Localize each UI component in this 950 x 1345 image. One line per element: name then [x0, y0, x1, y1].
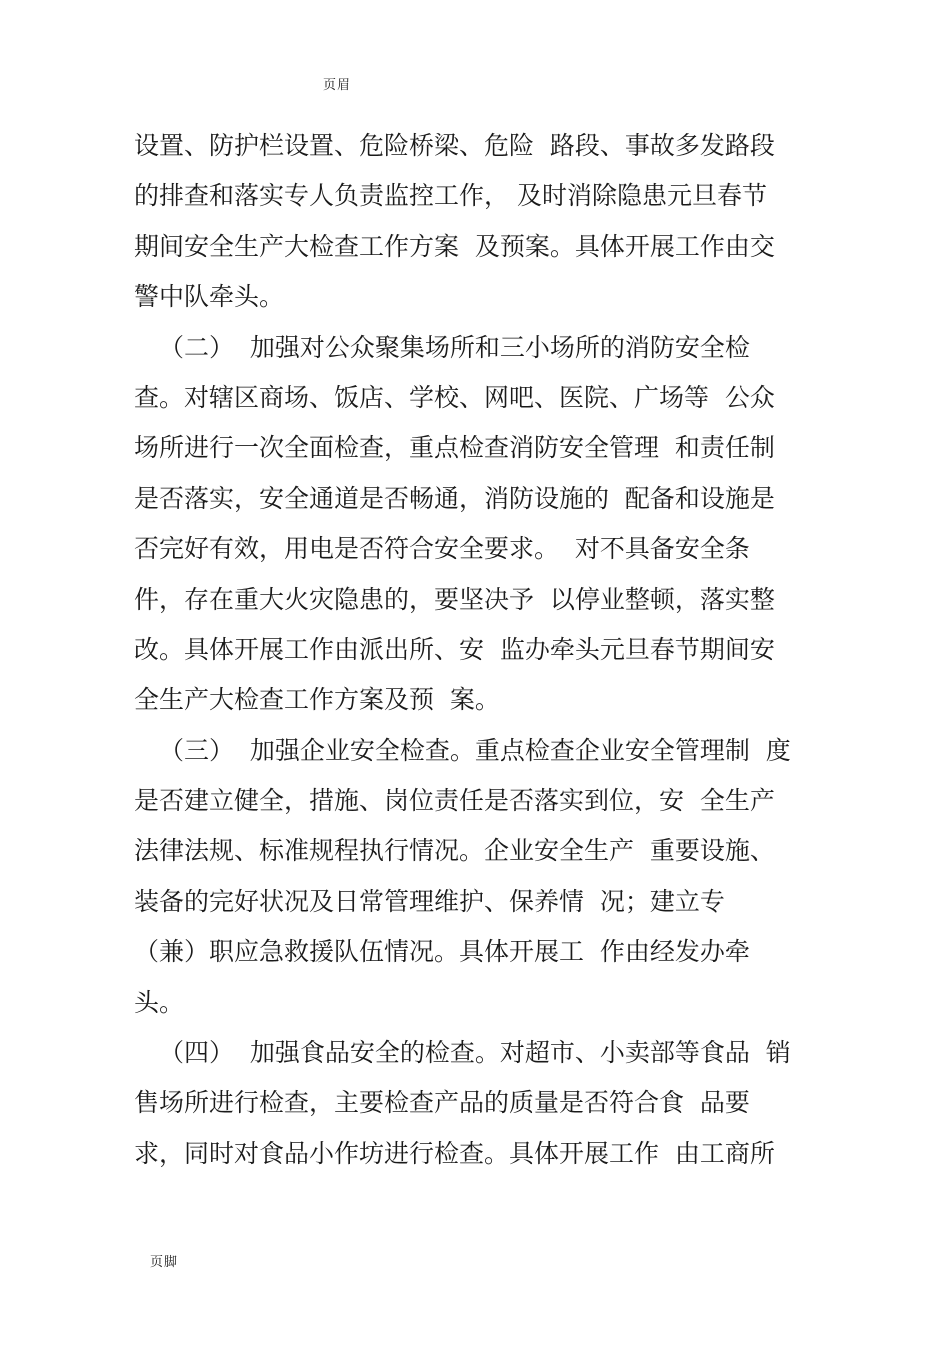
- text-line: 否完好有效，用电是否符合安全要求。 对不具备安全条: [134, 534, 750, 564]
- text-line: 是否落实，安全通道是否畅通，消防设施的 配备和设施是: [134, 483, 775, 513]
- text-line: 场所进行一次全面检查，重点检查消防安全管理 和责任制: [134, 433, 775, 463]
- text-line: 件，存在重大火灾隐患的，要坚决予 以停业整顿，落实整: [134, 584, 775, 614]
- text-line: 法律法规、标准规程执行情况。企业安全生产 重要设施、: [134, 836, 775, 866]
- text-line: 头。: [134, 987, 185, 1017]
- text-line: 全生产大检查工作方案及预 案。: [134, 685, 500, 715]
- section-heading-line: （二） 加强对公众聚集场所和三小场所的消防安全检: [159, 332, 750, 362]
- section-heading-line: （三） 加强企业安全检查。重点检查企业安全管理制 度: [159, 735, 791, 765]
- section-heading-line: （四） 加强食品安全的检查。对超市、小卖部等食品 销: [159, 1038, 791, 1068]
- text-line: 的排查和落实专人负责监控工作， 及时消除隐患元旦春节: [134, 181, 767, 211]
- text-line: 改。具体开展工作由派出所、安 监办牵头元旦春节期间安: [134, 634, 775, 664]
- text-line: 查。对辖区商场、饭店、学校、网吧、医院、广场等 公众: [134, 382, 775, 412]
- text-line: 警中队牵头。: [134, 282, 285, 312]
- text-line: 设置、防护栏设置、危险桥梁、危险 路段、事故多发路段: [134, 131, 775, 160]
- page-header: 页眉: [323, 78, 352, 93]
- text-line: 期间安全生产大检查工作方案 及预案。具体开展工作由交: [134, 231, 775, 261]
- text-line: 售场所进行检查，主要检查产品的质量是否符合食 品要: [134, 1088, 750, 1118]
- text-line: （兼）职应急救援队伍情况。具体开展工 作由经发办牵: [134, 937, 750, 967]
- page-footer: 页脚: [150, 1255, 179, 1270]
- text-line: 装备的完好状况及日常管理维护、保养情 况；建立专: [134, 886, 725, 916]
- text-line: 是否建立健全，措施、岗位责任是否落实到位，安 全生产: [134, 786, 775, 816]
- text-line: 求，同时对食品小作坊进行检查。具体开展工作 由工商所: [134, 1138, 775, 1168]
- document-body: [134, 126, 814, 1184]
